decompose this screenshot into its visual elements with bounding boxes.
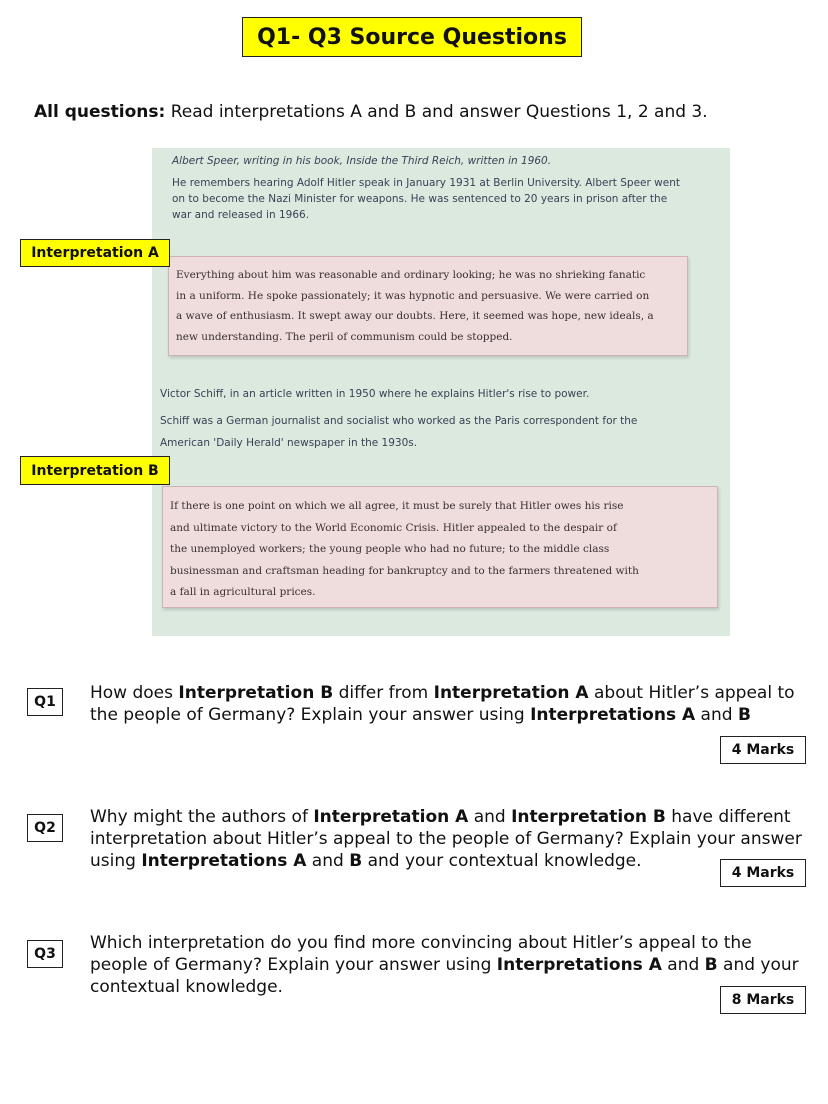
instructions-label: All questions: [34,102,166,122]
quote-a-line-2: in a uniform. He spoke passionately; it was hypnotic and persuasive. We were carried on [176,289,650,302]
interpretation-a-bio-2: on to become the Nazi Minister for weapons. He was sentenced to 20 years in prison after the [172,193,668,205]
question-1-marks: 4 Marks [720,736,806,764]
interpretation-a-quote [168,256,688,356]
quote-a-line-1: Everything about him was reasonable and ordinary looking; he was no shrieking fanatic [176,269,646,281]
question-3-marks: 8 Marks [720,986,806,1014]
source-photo [152,148,730,636]
quote-b-line-3: the unemployed workers; the young people who had no future; to the middle class [170,543,610,555]
question-3-number: Q3 [27,940,63,968]
quote-b-line-2: and ultimate victory to the World Economic Crisis. Hitler appealed to the despair of [170,521,617,534]
quote-a-line-4: new understanding. The peril of communism could be stopped. [176,330,513,343]
interpretation-a-attribution: Albert Speer, writing in his book, Inside the Third Reich, written in 1960. [172,155,552,167]
question-2-marks: 4 Marks [720,859,806,887]
interpretation-b-attribution: Victor Schiff, in an article written in 1950 where he explains Hitler's rise to power. [160,388,590,400]
quote-a-line-3: a wave of enthusiasm. It swept away our doubts. Here, it seemed was hope, new ideals, a [176,310,654,322]
interpretation-b-quote [162,486,718,608]
question-2-text: Why might the authors of Interpretation A and Interpretation B have different interpretation about Hitler’s appeal to the people of Germany? Explain your answer using Interpretations A and B and your contextual knowledge. [90,807,802,871]
interpretation-a-bio-3: war and released in 1966. [172,209,310,221]
quote-b-line-4: businessman and craftsman heading for bankruptcy and to the farmers threatened with [170,564,639,577]
quote-b-line-1: If there is one point on which we all agree, it must be surely that Hitler owes his rise [170,500,624,512]
interpretation-b-label: Interpretation B [20,456,170,485]
quote-b-line-5: a fall in agricultural prices. [170,586,316,598]
question-1-number: Q1 [27,688,63,716]
question-2-number: Q2 [27,814,63,842]
question-1-text: How does Interpretation B differ from Interpretation A about Hitler’s appeal to the people of Germany? Explain your answer using Interpretations A and B [90,683,795,725]
interpretation-a-bio-1: He remembers hearing Adolf Hitler speak in January 1931 at Berlin University. Albert Speer went [172,177,680,189]
interpretation-b-bio-2: American 'Daily Herald' newspaper in the 1930s. [160,437,418,449]
question-3-text: Which interpretation do you find more convincing about Hitler’s appeal to the people of Germany? Explain your answer using Interpretations A and B and your contextual knowledge. [90,933,799,997]
instructions-text: Read interpretations A and B and answer Questions 1, 2 and 3. [165,102,708,122]
interpretation-b-bio-1: Schiff was a German journalist and socialist who worked as the Paris correspondent for the [160,415,638,427]
instructions [34,102,708,122]
interpretation-a-label: Interpretation A [20,239,170,267]
page-title: Q1- Q3 Source Questions [242,17,582,57]
